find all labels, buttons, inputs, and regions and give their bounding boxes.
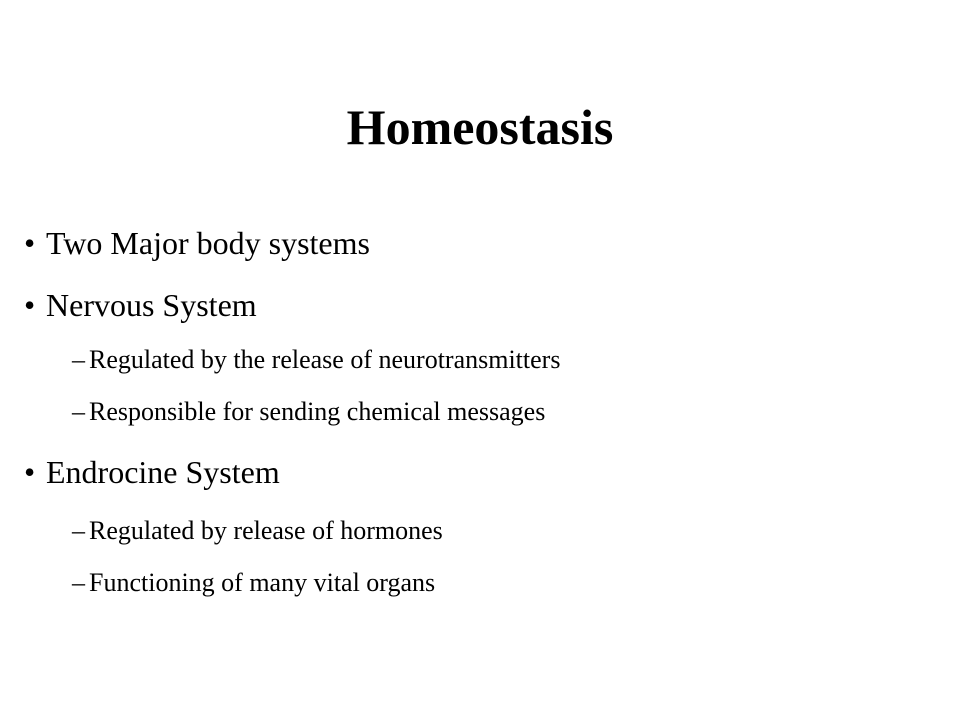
- bullet-marker: •: [24, 225, 36, 261]
- sub-bullet-marker: –: [72, 568, 85, 597]
- bullet-text: Nervous System: [46, 287, 257, 323]
- sub-bullet-marker: –: [72, 345, 85, 374]
- sub-bullet-text: Regulated by release of hormones: [89, 516, 443, 545]
- bullet-text: Endrocine System: [46, 454, 280, 490]
- sub-bullet-text: Functioning of many vital organs: [89, 568, 436, 597]
- bullet-marker: •: [24, 454, 36, 490]
- slide-title: Homeostasis: [346, 99, 614, 155]
- bullet-text: Two Major body systems: [46, 225, 370, 261]
- sub-bullet-marker: –: [72, 397, 85, 426]
- sub-bullet-marker: –: [72, 516, 85, 545]
- sub-bullet-text: Responsible for sending chemical messages: [89, 397, 546, 426]
- sub-bullet-text: Regulated by the release of neurotransmitters: [89, 345, 561, 374]
- bullet-marker: •: [24, 287, 36, 323]
